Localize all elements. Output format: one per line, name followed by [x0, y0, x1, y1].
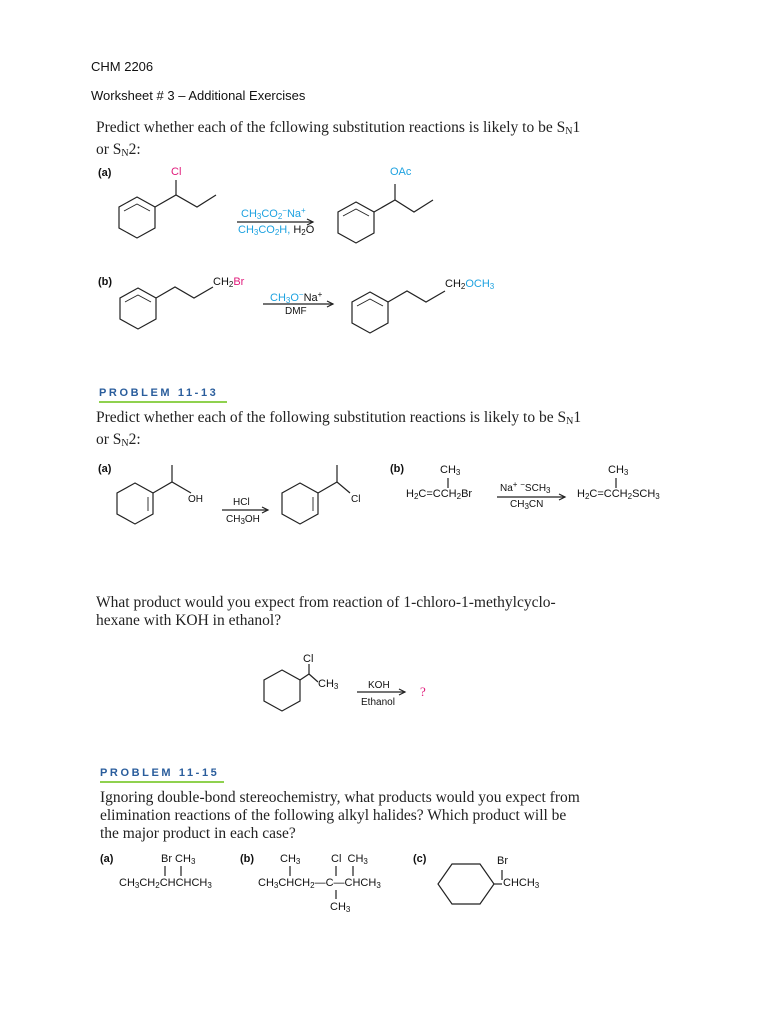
substituent-side-s3: $CH_3$ [318, 678, 339, 691]
problem-11-13-underline [99, 401, 227, 403]
question-3-line-1: What product would you expect from reaction of 1-chloro-1-methylcyclo- [96, 594, 556, 611]
question-4-line-2: elimination reactions of the following alkyl halides? Which product will be [100, 807, 567, 824]
question-2-line-1: Predict whether each of the following substitution reactions is likely to be $S_N1$ [96, 409, 582, 427]
reagent-1b: $CH_3O^-Na^+$ [270, 290, 323, 305]
methyl-13b-product: $CH_3$ [608, 464, 629, 477]
product-group-13a: Cl [351, 494, 361, 505]
benzene-ring-1a-product [338, 202, 374, 243]
question-4-line-3: the major product in each case? [100, 825, 296, 842]
question-2-line-2: or $S_N2$: [96, 431, 141, 449]
question-2-text [96, 409, 616, 453]
course-code: CHM 2206 [91, 59, 154, 74]
part-label-13a: (a) [98, 463, 112, 475]
product-13b: $H_2C=CCH_2SCH_3$ [577, 488, 660, 501]
part-label-15a: (a) [100, 853, 114, 865]
part-label-15b: (b) [240, 853, 255, 865]
top-15c: Br [497, 855, 508, 867]
question-4-text [100, 789, 620, 843]
solvent-1b: DMF [285, 306, 307, 317]
benzene-ring-1a [119, 197, 155, 238]
top-15a: Br $CH_3$ [161, 853, 196, 866]
solvent-13b: $CH_3CN$ [510, 499, 544, 511]
cyclohexane-ring-15c [438, 864, 494, 904]
side-15c: $CHCH_3$ [503, 877, 540, 890]
worksheet-title: Worksheet # 3 – Additional Exercises [91, 88, 306, 103]
top-left-15b: $CH_3$ [280, 853, 301, 866]
question-3-text [96, 594, 616, 630]
reagent-13b: Na+ $^-SCH_3$ [500, 480, 551, 495]
substituent-1b: $CH_2Br$ [213, 276, 245, 289]
substrate-13b: $H_2C=CCH_2Br$ [406, 488, 473, 501]
problem-11-13-heading: PROBLEM 11-13 [99, 387, 219, 399]
part-label-1a: (a) [98, 167, 112, 179]
product-group-1a: OAc [390, 166, 412, 178]
reagent-s3: KOH [368, 680, 390, 691]
benzene-ring-1b-product [352, 292, 388, 333]
reagent-1a: $CH_3CO_2^-Na^+$ [241, 206, 306, 221]
solvent-s3: Ethanol [361, 697, 395, 708]
bottom-15b: $CH_3$ [330, 901, 351, 914]
chain-1a [155, 195, 216, 207]
problem-11-15-underline [100, 781, 224, 783]
question-1-line-1: Predict whether each of the fcllowing substitution reactions is likely to be $S_N1$ [96, 119, 581, 137]
benzene-ring-1b [120, 288, 156, 329]
top-right-15b: Cl $CH_3$ [331, 853, 368, 866]
question-3-line-2: hexane with KOH in ethanol? [96, 612, 282, 629]
substituent-top-s3: Cl [303, 653, 314, 665]
part-label-15c: (c) [413, 853, 427, 865]
main-15a: $CH_3CH_2CHCHCH_3$ [119, 877, 212, 890]
part-label-1b: (b) [98, 276, 113, 288]
problem-11-15-heading: PROBLEM 11-15 [100, 767, 220, 779]
product-group-1b: $CH_2OCH_3$ [445, 278, 495, 291]
cyclohexane-ring-s3 [264, 670, 300, 711]
substituent-13a: OH [188, 494, 203, 505]
question-1-line-2: or $S_N2$: [96, 141, 141, 159]
part-label-13b: (b) [390, 463, 405, 475]
product-question-s3: ? [420, 684, 426, 699]
methyl-13b: $CH_3$ [440, 464, 461, 477]
solvent-1a: $CH_3CO_2H$, $H_2O$ [238, 224, 315, 237]
main-15b: $CH_3CHCH_2—C—CHCH_3$ [258, 877, 381, 890]
reagent-13a: HCl [233, 497, 250, 508]
question-4-line-1: Ignoring double-bond stereochemistry, what products would you expect from [100, 789, 580, 806]
substituent-1a: Cl [171, 166, 182, 178]
solvent-13a: $CH_3OH$ [226, 514, 260, 526]
